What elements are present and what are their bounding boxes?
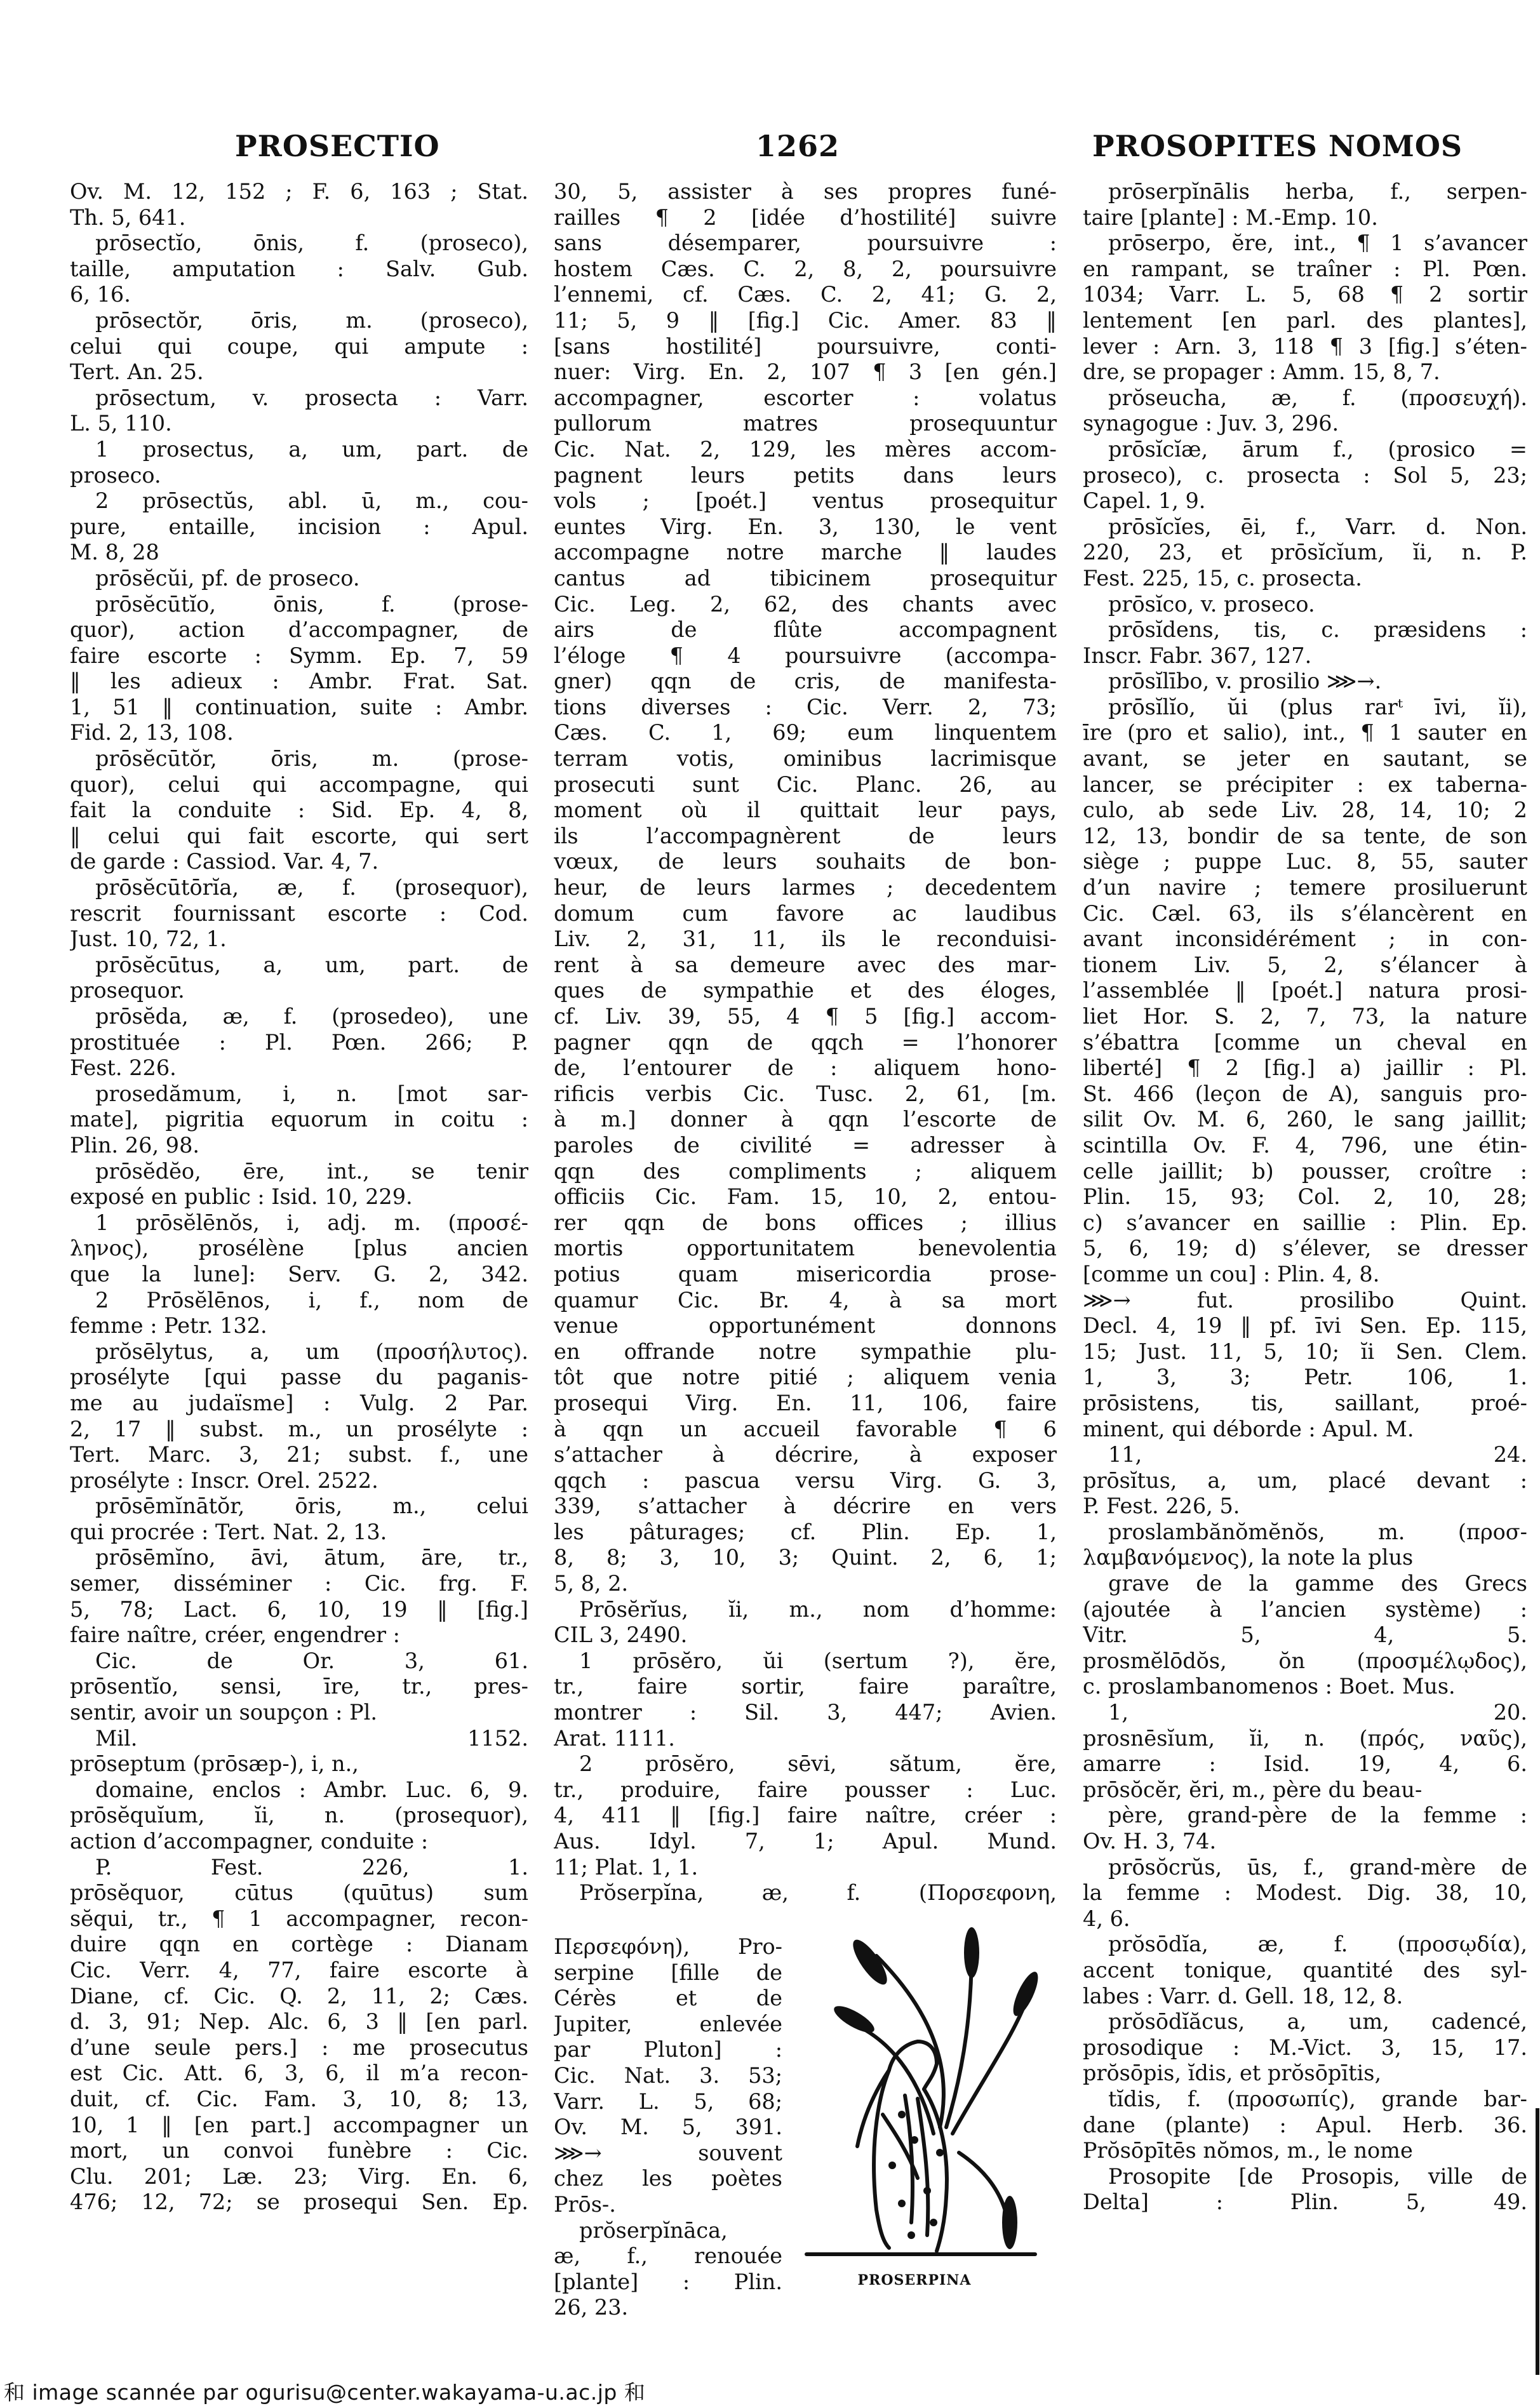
text-line: prōserpo, ĕre, int., ¶ 1 s’avancer xyxy=(1108,231,1527,256)
text-line: ‖ les adieux : Ambr. Frat. Sat. xyxy=(70,669,528,694)
text-line: rent à sa demeure avec des mar- xyxy=(554,952,1057,977)
text-line: paroles de civilité = adresser à xyxy=(554,1132,1057,1158)
text-line: 5, 78; Lact. 6, 10, 19 ‖ [fig.] xyxy=(70,1596,528,1622)
text-line: proslambănŏmĕnŏs, m. (προσ- xyxy=(1108,1519,1527,1544)
text-line: Liv. 2, 31, 11, ils le reconduisi- xyxy=(554,926,1057,952)
text-line: 2 Prōsĕlēnos, i, f., nom de xyxy=(95,1287,528,1313)
text-line: Mil. 1152. xyxy=(95,1725,528,1751)
text-line: dane (plante) : Apul. Herb. 36. xyxy=(1083,2112,1527,2137)
text-line: ληνος), prosélène [plus ancien xyxy=(70,1236,528,1261)
text-line: Prōs-. xyxy=(554,2191,616,2217)
text-line: labes : Varr. d. Gell. 18, 12, 8. xyxy=(1083,1983,1403,2008)
text-line: Aus. Idyl. 7, 1; Apul. Mund. xyxy=(554,1829,1057,1854)
text-line: d’un navire ; temere prosiluerunt xyxy=(1083,875,1527,900)
text-line: P. Fest. 226, 1. xyxy=(95,1854,528,1880)
text-line: domaine, enclos : Ambr. Luc. 6, 9. xyxy=(95,1777,528,1802)
text-line: potius quam misericordia prose- xyxy=(554,1261,1057,1287)
text-line: Delta] : Plin. 5, 49. xyxy=(1083,2189,1527,2215)
text-line: pure, entaille, incision : Apul. xyxy=(70,514,528,539)
text-line: prŏsēlytus, a, um (προσήλυτος). xyxy=(95,1339,528,1364)
text-line: railles ¶ 2 [idée d’hostilité] suivre xyxy=(554,204,1057,230)
text-line: l’assemblée ‖ [poét.] natura prosi- xyxy=(1083,978,1527,1003)
text-line: accompagner, escorter : volatus xyxy=(554,385,1057,410)
text-line: prōsŏcrŭs, ūs, f., grand-mère de xyxy=(1108,1854,1527,1880)
text-line: Fest. 225, 15, c. prosecta. xyxy=(1083,565,1362,591)
text-line: me au judaïsme] : Vulg. 2 Par. xyxy=(70,1390,528,1415)
text-line: culo, ab sede Liv. 28, 14, 10; 2 xyxy=(1083,798,1527,823)
text-line: prōsēmĭnātŏr, ōris, m., celui xyxy=(95,1494,528,1519)
text-line: 1 prōsĕlēnŏs, i, adj. m. (προσέ- xyxy=(95,1210,528,1235)
text-line: semer, disséminer : Cic. frg. F. xyxy=(70,1571,528,1596)
text-line: 10, 1 ‖ [en part.] accompagner un xyxy=(70,2112,528,2137)
guide-word-right: PROSOPITES NOMOS xyxy=(1092,129,1463,163)
text-line: quor), action d’accompagner, de xyxy=(70,617,528,643)
text-line: pullorum matres prosequuntur xyxy=(554,411,1057,436)
text-line: 12, 13, bondir de sa tente, de son xyxy=(1083,823,1527,848)
text-line: avant inconsidérément ; in con- xyxy=(1083,926,1527,952)
text-line: Capel. 1, 9. xyxy=(1083,488,1206,514)
text-line: 11; 5, 9 ‖ [fig.] Cic. Amer. 83 ‖ xyxy=(554,307,1057,333)
text-line: prōsĭlībo, v. prosilio ⋙→. xyxy=(1108,669,1382,694)
scan-watermark: 和 image scannée par ogurisu@center.wakayama-u.ac.jp 和 xyxy=(4,2380,646,2405)
text-line: 339, s’attacher à décrire en vers xyxy=(554,1494,1057,1519)
text-line: prŏsōdĭa, æ, f. (προσῳδία), xyxy=(1108,1932,1527,1957)
text-line: minent, qui déborde : Apul. M. xyxy=(1083,1416,1414,1441)
text-line: 1 prōsĕro, ŭi (sertum ?), ĕre, xyxy=(579,1648,1057,1673)
text-line: avant, se jeter en sautant, se xyxy=(1083,746,1527,772)
text-line: Cérès et de xyxy=(554,1986,782,2011)
text-line: rificis verbis Cic. Tusc. 2, 61, [m. xyxy=(554,1081,1057,1106)
text-line: s’attacher à décrire, à exposer xyxy=(554,1442,1057,1467)
text-line: prosélyte : Inscr. Orel. 2522. xyxy=(70,1467,378,1493)
text-line: prosélyte [qui passe du paganis- xyxy=(70,1365,528,1390)
text-line: mortis opportunitatem benevolentia xyxy=(554,1236,1057,1261)
text-line: c. proslambanomenos : Boet. Mus. xyxy=(1083,1674,1456,1699)
text-line: Cic. Nat. 3. 53; xyxy=(554,2062,782,2088)
text-line: prŏsōpis, ĭdis, et prŏsōpītis, xyxy=(1083,2061,1382,2086)
text-line: 8, 8; 3, 10, 3; Quint. 2, 6, 1; xyxy=(554,1545,1057,1570)
text-line: duit, cf. Cic. Fam. 3, 10, 8; 13, xyxy=(70,2086,528,2111)
scan-edge xyxy=(1536,2108,1539,2375)
guide-word-left: PROSECTIO xyxy=(235,129,440,163)
text-line: 30, 5, assister à ses propres funé- xyxy=(554,179,1057,204)
text-line: s’ébattra [comme un cheval en xyxy=(1083,1029,1527,1055)
text-line: c) s’avancer en saillie : Plin. Ep. xyxy=(1083,1210,1527,1235)
text-line: gner) qqn de cris, de manifesta- xyxy=(554,669,1057,694)
text-line: tĭdis, f. (προσωπίς), grande bar- xyxy=(1108,2086,1527,2111)
text-line: duire qqn en cortège : Dianam xyxy=(70,1932,528,1957)
text-line: tôt que notre pitié ; aliquem venia xyxy=(554,1365,1057,1390)
text-line: prostituée : Pl. Pœn. 266; P. xyxy=(70,1029,528,1055)
text-line: en offrande notre sympathie plu- xyxy=(554,1339,1057,1364)
text-line: Decl. 4, 19 ‖ pf. īvi Sen. Ep. 115, xyxy=(1083,1313,1527,1339)
text-line: Diane, cf. Cic. Q. 2, 11, 2; Cæs. xyxy=(70,1983,528,2008)
proserpina-figure xyxy=(781,1924,1048,2299)
text-line: prōsĕcūtŏr, ōris, m. (prose- xyxy=(95,746,528,772)
text-line: St. 466 (leçon de A), sanguis pro- xyxy=(1083,1081,1527,1106)
text-line: rescrit fournissant escorte : Cod. xyxy=(70,900,528,926)
text-line: vols ; [poét.] ventus prosequitur xyxy=(554,488,1057,514)
text-line: Cic. Nat. 2, 129, les mères accom- xyxy=(554,436,1057,462)
text-line: Ov. M. 5, 391. xyxy=(554,2115,782,2140)
text-line: 1034; Varr. L. 5, 68 ¶ 2 sortir xyxy=(1083,282,1527,307)
text-line: Prōsĕrĭus, ĭi, m., nom d’homme: xyxy=(579,1596,1057,1622)
text-line: prōsĭcĭes, ēi, f., Varr. d. Non. xyxy=(1108,514,1527,539)
text-line: prōsŏcĕr, ĕri, m., père du beau- xyxy=(1083,1777,1423,1802)
text-line: prōsĭdens, tis, c. præsidens : xyxy=(1108,617,1527,643)
column-middle-beside-figure xyxy=(554,1934,782,2321)
text-line: prōsĕcūtus, a, um, part. de xyxy=(95,952,528,977)
text-line: 15; Just. 11, 5, 10; ĭi Sen. Clem. xyxy=(1083,1339,1527,1364)
text-line: moment où il quittait leur pays, xyxy=(554,798,1057,823)
text-line: pagner qqn de qqch = l’honorer xyxy=(554,1029,1057,1055)
text-line: grave de la gamme des Grecs xyxy=(1108,1571,1527,1596)
text-line: 476; 12, 72; se prosequi Sen. Ep. xyxy=(70,2189,528,2215)
text-line: euntes Virg. En. 3, 130, le vent xyxy=(554,514,1057,539)
text-line: amarre : Isid. 19, 4, 6. xyxy=(1083,1751,1527,1777)
text-line: prōsĕcūtōrĭa, æ, f. (prosequor), xyxy=(95,875,528,900)
text-line: Prosopite [de Prosopis, ville de xyxy=(1108,2163,1527,2189)
text-line: siège ; puppe Luc. 8, 55, sauter xyxy=(1083,849,1527,874)
text-line: 26, 23. xyxy=(554,2295,629,2320)
text-line: tr., produire, faire pousser : Luc. xyxy=(554,1777,1057,1802)
text-line: 11, 24. xyxy=(1108,1442,1527,1467)
text-line: tions diverses : Cic. Verr. 2, 73; xyxy=(554,694,1057,719)
text-line: Tert. An. 25. xyxy=(70,359,204,385)
text-line: lever : Arn. 3, 118 ¶ 3 [fig.] s’éten- xyxy=(1083,333,1527,359)
text-line: ⋙→ souvent xyxy=(554,2140,782,2165)
text-line: prōsĕquor, cūtus (quūtus) sum xyxy=(70,1880,528,1906)
text-line: les pâturages; cf. Plin. Ep. 1, xyxy=(554,1519,1057,1544)
text-line: Ov. H. 3, 74. xyxy=(1083,1829,1217,1854)
text-line: lentement [en parl. des plantes], xyxy=(1083,307,1527,333)
text-line: accent tonique, quantité des syl- xyxy=(1083,1957,1527,1982)
text-line: qqn des compliments ; aliquem xyxy=(554,1158,1057,1184)
text-line: CIL 3, 2490. xyxy=(554,1622,688,1648)
text-line: [comme un cou] : Plin. 4, 8. xyxy=(1083,1261,1380,1287)
text-line: d. 3, 91; Nep. Alc. 6, 3 ‖ [en parl. xyxy=(70,2009,528,2035)
text-line: prōsēmĭno, āvi, ātum, āre, tr., xyxy=(95,1545,528,1570)
text-line: lancer, se précipiter : ex taberna- xyxy=(1083,772,1527,797)
text-line: celui qui coupe, qui ampute : xyxy=(70,333,528,359)
text-line: qui procrée : Tert. Nat. 2, 13. xyxy=(70,1519,387,1544)
text-line: faire escorte : Symm. Ep. 7, 59 xyxy=(70,643,528,668)
text-line: celle jaillit; b) pousser, croître : xyxy=(1083,1158,1527,1184)
text-line: quor), celui qui accompagne, qui xyxy=(70,772,528,797)
text-line: cantus ad tibicinem prosequitur xyxy=(554,565,1057,591)
text-line: prosnēsĭum, ĭi, n. (πρός, ναῦς), xyxy=(1083,1725,1527,1751)
text-line: venue opportunément donnons xyxy=(554,1313,1057,1339)
text-line: liberté] ¶ 2 [fig.] a) jaillir : Pl. xyxy=(1083,1055,1527,1081)
text-line: nuer: Virg. En. 2, 107 ¶ 3 [en gén.] xyxy=(554,359,1057,385)
text-line: prōsistens, tis, saillant, proé- xyxy=(1083,1390,1527,1415)
text-line: [plante] : Plin. xyxy=(554,2269,782,2294)
text-line: Prŏsōpītēs nŏmos, m., le nome xyxy=(1083,2138,1413,2163)
text-line: Cic. Leg. 2, 62, des chants avec xyxy=(554,591,1057,617)
text-line: airs de flûte accompagnent xyxy=(554,617,1057,643)
text-line: tr., faire sortir, faire paraître, xyxy=(554,1674,1057,1699)
text-line: 1, 20. xyxy=(1108,1700,1527,1725)
text-line: ⋙→ fut. prosilibo Quint. xyxy=(1083,1287,1527,1313)
text-line: prosequor. xyxy=(70,978,185,1003)
text-line: prōsĕcŭi, pf. de proseco. xyxy=(95,565,360,591)
text-line: Clu. 201; Læ. 23; Virg. En. 6, xyxy=(70,2163,528,2189)
text-line: æ, f., renouée xyxy=(554,2243,782,2269)
text-line: quamur Cic. Br. 4, à sa mort xyxy=(554,1287,1057,1313)
figure-caption: PROSERPINA xyxy=(857,2272,972,2289)
text-line: prōsectum, v. prosecta : Varr. xyxy=(95,385,528,410)
text-line: montrer : Sil. 3, 447; Avien. xyxy=(554,1700,1057,1725)
text-line: 11; Plat. 1, 1. xyxy=(554,1854,699,1880)
text-line: femme : Petr. 132. xyxy=(70,1313,267,1339)
text-line: hostem Cæs. C. 2, 8, 2, poursuivre xyxy=(554,256,1057,281)
text-line: heur, de leurs larmes ; decedentem xyxy=(554,875,1057,900)
text-line: liet Hor. S. 2, 7, 73, la nature xyxy=(1083,1004,1527,1029)
text-line: prosedămum, i, n. [mot sar- xyxy=(95,1081,528,1106)
text-line: en rampant, se traîner : Pl. Pœn. xyxy=(1083,256,1527,281)
text-line: de garde : Cassiod. Var. 4, 7. xyxy=(70,849,379,874)
text-line: prōsĕcūtĭo, ōnis, f. (prose- xyxy=(95,591,528,617)
text-line: prōsĭlĭo, ŭi (plus rarᵗ īvi, ĭi), xyxy=(1108,694,1527,719)
text-line: Just. 10, 72, 1. xyxy=(70,926,227,952)
text-line: Prŏserpĭna, æ, f. (Πορσεφονη, xyxy=(579,1880,1057,1906)
text-line: Ov. M. 12, 152 ; F. 6, 163 ; Stat. xyxy=(70,179,528,204)
text-line: īre (pro et salio), int., ¶ 1 sauter en xyxy=(1083,720,1527,745)
column-middle xyxy=(554,179,1057,1906)
text-line: Fid. 2, 13, 108. xyxy=(70,720,234,745)
text-line: 1, 3, 3; Petr. 106, 1. xyxy=(1083,1365,1527,1390)
text-line: prŏserpĭnāca, xyxy=(579,2217,728,2243)
text-line: tionem Liv. 5, 2, s’élancer à xyxy=(1083,952,1527,977)
text-line: dre, se propager : Amm. 15, 8, 7. xyxy=(1083,359,1440,385)
text-line: à m.] donner à qqn l’escorte de xyxy=(554,1107,1057,1132)
text-line: 6, 16. xyxy=(70,282,131,307)
text-line: prōsĕda, æ, f. (prosedeo), une xyxy=(95,1004,528,1029)
column-left xyxy=(70,179,528,2216)
text-line: taille, amputation : Salv. Gub. xyxy=(70,256,528,281)
text-line: est Cic. Att. 6, 3, 6, il m’a recon- xyxy=(70,2061,528,2086)
text-line: proseco), c. prosecta : Sol 5, 23; xyxy=(1083,462,1527,488)
text-line: prōseptum (prōsæp-), i, n., xyxy=(70,1751,359,1777)
text-line: que la lune]: Serv. G. 2, 342. xyxy=(70,1261,528,1287)
text-line: prōsĕquĭum, ĭi, n. (prosequor), xyxy=(70,1803,528,1828)
text-line: pagnent leurs petits dans leurs xyxy=(554,462,1057,488)
text-line: 4, 6. xyxy=(1083,1906,1130,1931)
text-line: cf. Liv. 39, 55, 4 ¶ 5 [fig.] accom- xyxy=(554,1004,1057,1029)
text-line: sans désemparer, poursuivre : xyxy=(554,231,1057,256)
text-line: terram votis, ominibus lacrimisque xyxy=(554,746,1057,772)
text-line: Plin. 26, 98. xyxy=(70,1132,200,1158)
text-line: P. Fest. 226, 5. xyxy=(1083,1494,1240,1519)
text-line: de, l’entourer de : aliquem hono- xyxy=(554,1055,1057,1081)
text-line: M. 8, 28 xyxy=(70,540,159,565)
text-line: [sans hostilité] poursuivre, conti- xyxy=(554,333,1057,359)
text-line: sĕqui, tr., ¶ 1 accompagner, recon- xyxy=(70,1906,528,1931)
text-line: Jupiter, enlevée xyxy=(554,2011,782,2036)
text-line: proseco. xyxy=(70,462,161,488)
page-number: 1262 xyxy=(756,129,840,163)
text-line: chez les poètes xyxy=(554,2166,782,2191)
text-line: prōsĭtus, a, um, placé devant : xyxy=(1083,1467,1527,1493)
text-line: père, grand-père de la femme : xyxy=(1108,1803,1527,1828)
text-line: sentir, avoir un soupçon : Pl. xyxy=(70,1700,378,1725)
text-line: Arat. 1111. xyxy=(554,1725,675,1751)
text-line: 2 prōsectŭs, abl. ū, m., cou- xyxy=(95,488,528,514)
text-line: 4, 411 ‖ [fig.] faire naître, créer : xyxy=(554,1803,1057,1828)
text-line: prosequi Virg. En. 11, 106, faire xyxy=(554,1390,1057,1415)
text-line: prōserpĭnālis herba, f., serpen- xyxy=(1108,179,1527,204)
text-line: rer qqn de bons offices ; illius xyxy=(554,1210,1057,1235)
text-line: qqch : pascua versu Virg. G. 3, xyxy=(554,1467,1057,1493)
text-line: 2 prōsĕro, sēvi, sătum, ĕre, xyxy=(579,1751,1057,1777)
text-line: scintilla Ov. F. 4, 796, une étin- xyxy=(1083,1132,1527,1158)
text-line: prōsectŏr, ōris, m. (proseco), xyxy=(95,307,528,333)
text-line: 220, 23, et prōsĭcĭum, ĭi, n. P. xyxy=(1083,540,1527,565)
column-right xyxy=(1083,179,1527,2216)
text-line: vœux, de leurs souhaits de bon- xyxy=(554,849,1057,874)
text-line: Plin. 15, 93; Col. 2, 10, 28; xyxy=(1083,1184,1527,1210)
text-line: prōsentĭo, sensi, īre, tr., pres- xyxy=(70,1674,528,1699)
text-line: l’ennemi, cf. Cæs. C. 2, 41; G. 2, xyxy=(554,282,1057,307)
text-line: Tert. Marc. 3, 21; subst. f., une xyxy=(70,1442,528,1467)
text-line: Περσεφόνη), Pro- xyxy=(554,1934,782,1959)
text-line: 1 prosectus, a, um, part. de xyxy=(95,436,528,462)
text-line: officiis Cic. Fam. 15, 10, 2, entou- xyxy=(554,1184,1057,1210)
text-line: Fest. 226. xyxy=(70,1055,177,1081)
text-line: Cic. Cæl. 63, ils s’élancèrent en xyxy=(1083,900,1527,926)
text-line: silit Ov. M. 6, 260, le sang jaillit; xyxy=(1083,1107,1527,1132)
text-line: mate], pigritia equorum in coitu : xyxy=(70,1107,528,1132)
text-line: prosodique : M.-Vict. 3, 15, 17. xyxy=(1083,2035,1527,2060)
text-line: prōsĕdĕo, ēre, int., se tenir xyxy=(95,1158,528,1184)
proserpina-illustration-icon xyxy=(781,1924,1048,2267)
text-line: action d’accompagner, conduite : xyxy=(70,1829,429,1854)
text-line: synagogue : Juv. 3, 296. xyxy=(1083,411,1339,436)
text-line: 5, 8, 2. xyxy=(554,1571,629,1596)
text-line: 1, 51 ‖ continuation, suite : Ambr. xyxy=(70,694,528,719)
text-line: Cic. Verr. 4, 77, faire escorte à xyxy=(70,1957,528,1982)
text-line: taire [plante] : M.-Emp. 10. xyxy=(1083,204,1378,230)
text-line: ils l’accompagnèrent de leurs xyxy=(554,823,1057,848)
text-line: Varr. L. 5, 68; xyxy=(554,2089,782,2114)
text-line: prŏsōdĭăcus, a, um, cadencé, xyxy=(1108,2009,1527,2035)
text-line: exposé en public : Isid. 10, 229. xyxy=(70,1184,413,1210)
text-line: faire naître, créer, engendrer : xyxy=(70,1622,400,1648)
text-line: prōsectĭo, ōnis, f. (proseco), xyxy=(95,231,528,256)
text-line: mort, un convoi funèbre : Cic. xyxy=(70,2138,528,2163)
text-line: serpine [fille de xyxy=(554,1960,782,1985)
text-line: domum cum favore ac laudibus xyxy=(554,900,1057,926)
text-line: 2, 17 ‖ subst. m., un prosélyte : xyxy=(70,1416,528,1441)
text-line: ques de sympathie et des éloges, xyxy=(554,978,1057,1003)
text-line: Th. 5, 641. xyxy=(70,204,186,230)
text-line: fait la conduite : Sid. Ep. 4, 8, xyxy=(70,798,528,823)
text-line: 5, 6, 19; d) s’élever, se dresser xyxy=(1083,1236,1527,1261)
text-line: Cic. de Or. 3, 61. xyxy=(95,1648,528,1673)
text-line: prosmĕlōdŏs, ŏn (προσμέλῳδος), xyxy=(1083,1648,1527,1673)
text-line: la femme : Modest. Dig. 38, 10, xyxy=(1083,1880,1527,1906)
text-line: accompagne notre marche ‖ laudes xyxy=(554,540,1057,565)
text-line: L. 5, 110. xyxy=(70,411,172,436)
text-line: prōsĭcĭæ, ārum f., (prosico = xyxy=(1108,436,1527,462)
text-line: (ajoutée à l’ancien système) : xyxy=(1083,1596,1527,1622)
text-line: à qqn un accueil favorable ¶ 6 xyxy=(554,1416,1057,1441)
text-line: Cæs. C. 1, 69; eum linquentem xyxy=(554,720,1057,745)
text-line: Vitr. 5, 4, 5. xyxy=(1083,1622,1527,1648)
text-line: par Pluton] : xyxy=(554,2037,782,2062)
text-line: prōsĭco, v. proseco. xyxy=(1108,591,1315,617)
text-line: prŏseucha, æ, f. (προσευχή). xyxy=(1108,385,1527,410)
text-line: prosecuti sunt Cic. Planc. 26, au xyxy=(554,772,1057,797)
text-line: λαμβανόμενος), la note la plus xyxy=(1083,1545,1414,1570)
text-line: d’une seule pers.] : me prosecutus xyxy=(70,2035,528,2060)
text-line: Inscr. Fabr. 367, 127. xyxy=(1083,643,1312,668)
text-line: l’éloge ¶ 4 poursuivre (accompa- xyxy=(554,643,1057,668)
text-line: ‖ celui qui fait escorte, qui sert xyxy=(70,823,528,848)
